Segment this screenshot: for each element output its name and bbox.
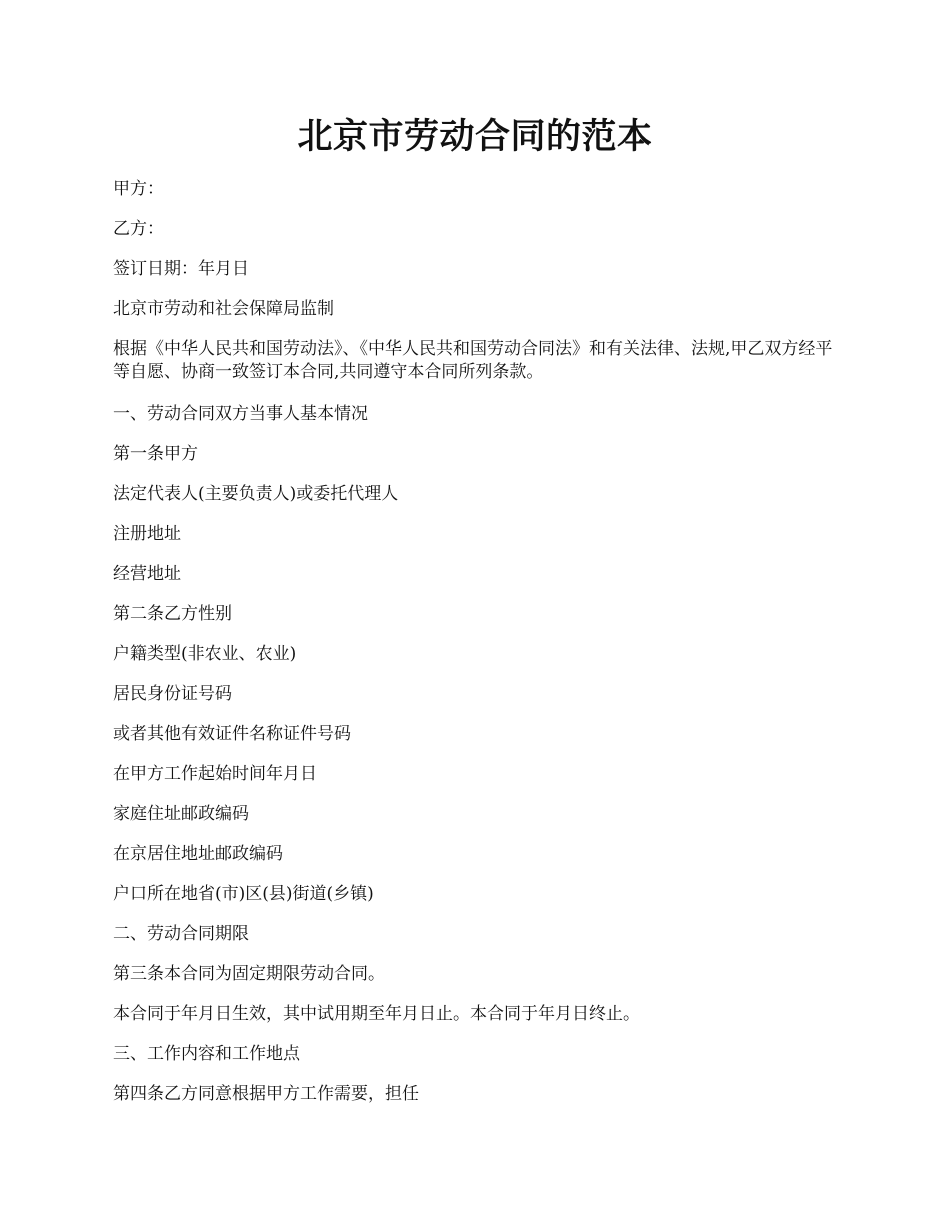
household-type-line: 户籍类型(非农业、农业) xyxy=(113,644,297,664)
article-3-line: 第三条本合同为固定期限劳动合同。 xyxy=(113,964,385,984)
article-1-line: 第一条甲方 xyxy=(113,444,198,464)
hukou-location-line: 户口所在地省(市)区(县)街道(乡镇) xyxy=(113,884,374,904)
signing-date-line: 签订日期：年月日 xyxy=(113,259,249,279)
party-a-line: 甲方： xyxy=(113,179,164,199)
registered-address-line: 注册地址 xyxy=(113,524,181,544)
legal-representative-line: 法定代表人(主要负责人)或委托代理人 xyxy=(113,484,399,504)
section-heading-1: 一、劳动合同双方当事人基本情况 xyxy=(113,404,368,424)
article-2-line: 第二条乙方性别 xyxy=(113,604,232,624)
contract-term-line: 本合同于年月日生效，其中试用期至年月日止。本合同于年月日终止。 xyxy=(113,1004,640,1024)
start-date-line: 在甲方工作起始时间年月日 xyxy=(113,764,317,784)
article-4-line: 第四条乙方同意根据甲方工作需要，担任 xyxy=(113,1084,419,1104)
section-heading-2: 二、劳动合同期限 xyxy=(113,924,249,944)
party-b-line: 乙方： xyxy=(113,219,164,239)
document-title: 北京市劳动合同的范本 xyxy=(297,116,653,157)
document-body xyxy=(113,178,833,1123)
preamble-paragraph: 根据《中华人民共和国劳动法》、《中华人民共和国劳动合同法》和有关法律、法规,甲乙双方经平等自愿、协商一致签订本合同,共同遵守本合同所列条款。 xyxy=(113,339,833,382)
home-address-line: 家庭住址邮政编码 xyxy=(113,804,249,824)
id-number-line: 居民身份证号码 xyxy=(113,684,232,704)
beijing-address-line: 在京居住地址邮政编码 xyxy=(113,844,283,864)
business-address-line: 经营地址 xyxy=(113,564,181,584)
section-heading-3: 三、工作内容和工作地点 xyxy=(113,1044,300,1064)
other-certificate-line: 或者其他有效证件名称证件号码 xyxy=(113,724,351,744)
supervisor-line: 北京市劳动和社会保障局监制 xyxy=(113,299,334,319)
